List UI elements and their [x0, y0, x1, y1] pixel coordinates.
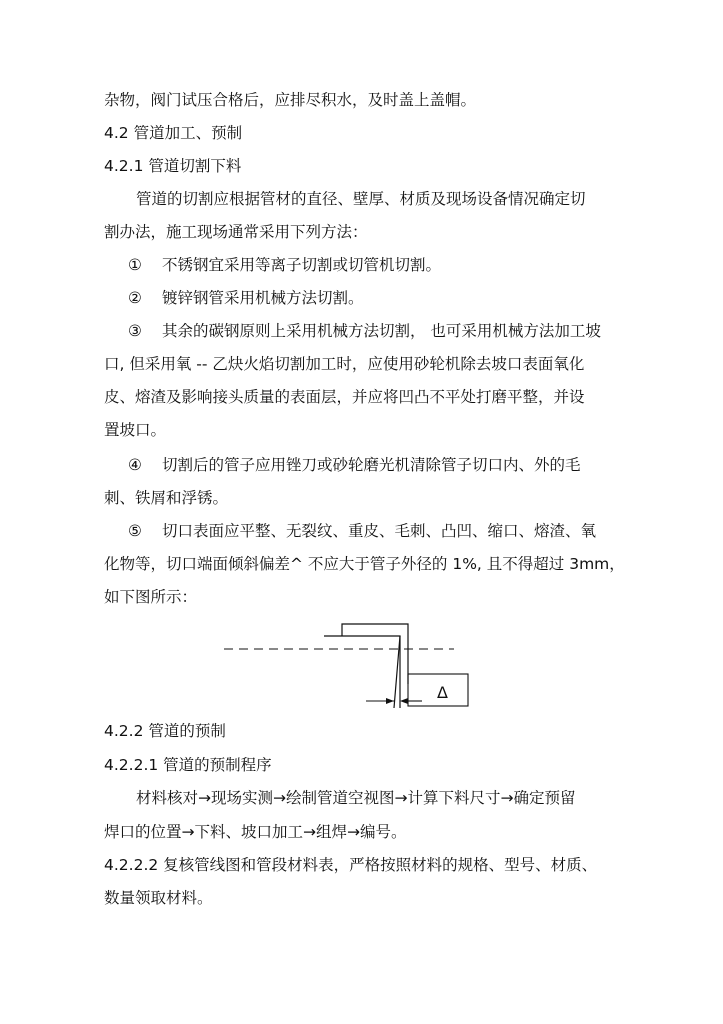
- paragraph-line: 刺、铁屑和浮锈。: [104, 489, 229, 507]
- section-heading-4-2-2-1: 4.2.2.1 管道的预制程序: [104, 756, 272, 774]
- section-heading-4-2-1: 4.2.1 管道切割下料: [104, 157, 242, 175]
- list-item-text: 镀锌钢管采用机械方法切割。: [162, 289, 364, 307]
- list-item: [128, 254, 441, 276]
- section-heading-4-2-2: 4.2.2 管道的预制: [104, 722, 226, 740]
- list-item: [128, 454, 581, 476]
- paragraph-line: 置坡口。: [104, 421, 167, 439]
- paragraph-line: 焊口的位置→下料、坡口加工→组焊→编号。: [104, 823, 407, 841]
- list-item-text: 不锈钢宜采用等离子切割或切管机切割。: [162, 256, 442, 274]
- paragraph-line: 如下图所示：: [104, 588, 198, 606]
- delta-label: Δ: [437, 683, 448, 702]
- list-number: ④: [128, 456, 142, 474]
- list-item: [128, 520, 596, 542]
- list-number: ②: [128, 289, 142, 307]
- paragraph-line: 皮、熔渣及影响接头质量的表面层，并应将凹凸不平处打磨平整，并设: [104, 388, 585, 406]
- cut-face-line: [394, 636, 400, 708]
- pipe-cut-diagram: [222, 618, 482, 714]
- arrowhead-left: [386, 698, 394, 704]
- paragraph-line: 管道的切割应根据管材的直径、壁厚、材质及现场设备情况确定切: [136, 190, 586, 208]
- paragraph-line: 数量领取材料。: [104, 889, 213, 907]
- list-item-text: 其余的碳钢原则上采用机械方法切割， 也可采用机械方法加工坡: [162, 322, 601, 340]
- text-line: 杂物，阀门试压合格后，应排尽积水，及时盖上盖帽。: [104, 91, 477, 109]
- section-heading-4-2-2-2: 4.2.2.2 复核管线图和管段材料表，严格按照材料的规格、型号、材质、: [104, 856, 598, 874]
- pipe-upper-edge: [324, 636, 400, 684]
- section-heading-4-2: 4.2 管道加工、预制: [104, 124, 243, 142]
- paragraph-line: 口, 但采用氧 -- 乙炔火焰切割加工时，应使用砂轮机除去坡口表面氧化: [104, 355, 585, 373]
- paragraph-line: 割办法，施工现场通常采用下列方法：: [104, 223, 368, 241]
- list-item: [128, 320, 601, 342]
- list-number: ③: [128, 322, 142, 340]
- list-number: ⑤: [128, 522, 142, 540]
- list-item-text: 切口表面应平整、无裂纹、重皮、毛刺、凸凹、缩口、熔渣、氧: [162, 522, 597, 540]
- list-item-text: 切割后的管子应用锉刀或砂轮磨光机清除管子切口内、外的毛: [162, 456, 581, 474]
- list-item: [128, 287, 364, 309]
- list-number: ①: [128, 256, 142, 274]
- arrowhead-right: [400, 698, 408, 704]
- paragraph-line: 材料核对→现场实测→绘制管道空视图→计算下料尺寸→确定预留: [136, 789, 576, 807]
- paragraph-line: 化物等，切口端面倾斜偏差^ 不应大于管子外径的 1%, 且不得超过 3mm，: [104, 555, 625, 573]
